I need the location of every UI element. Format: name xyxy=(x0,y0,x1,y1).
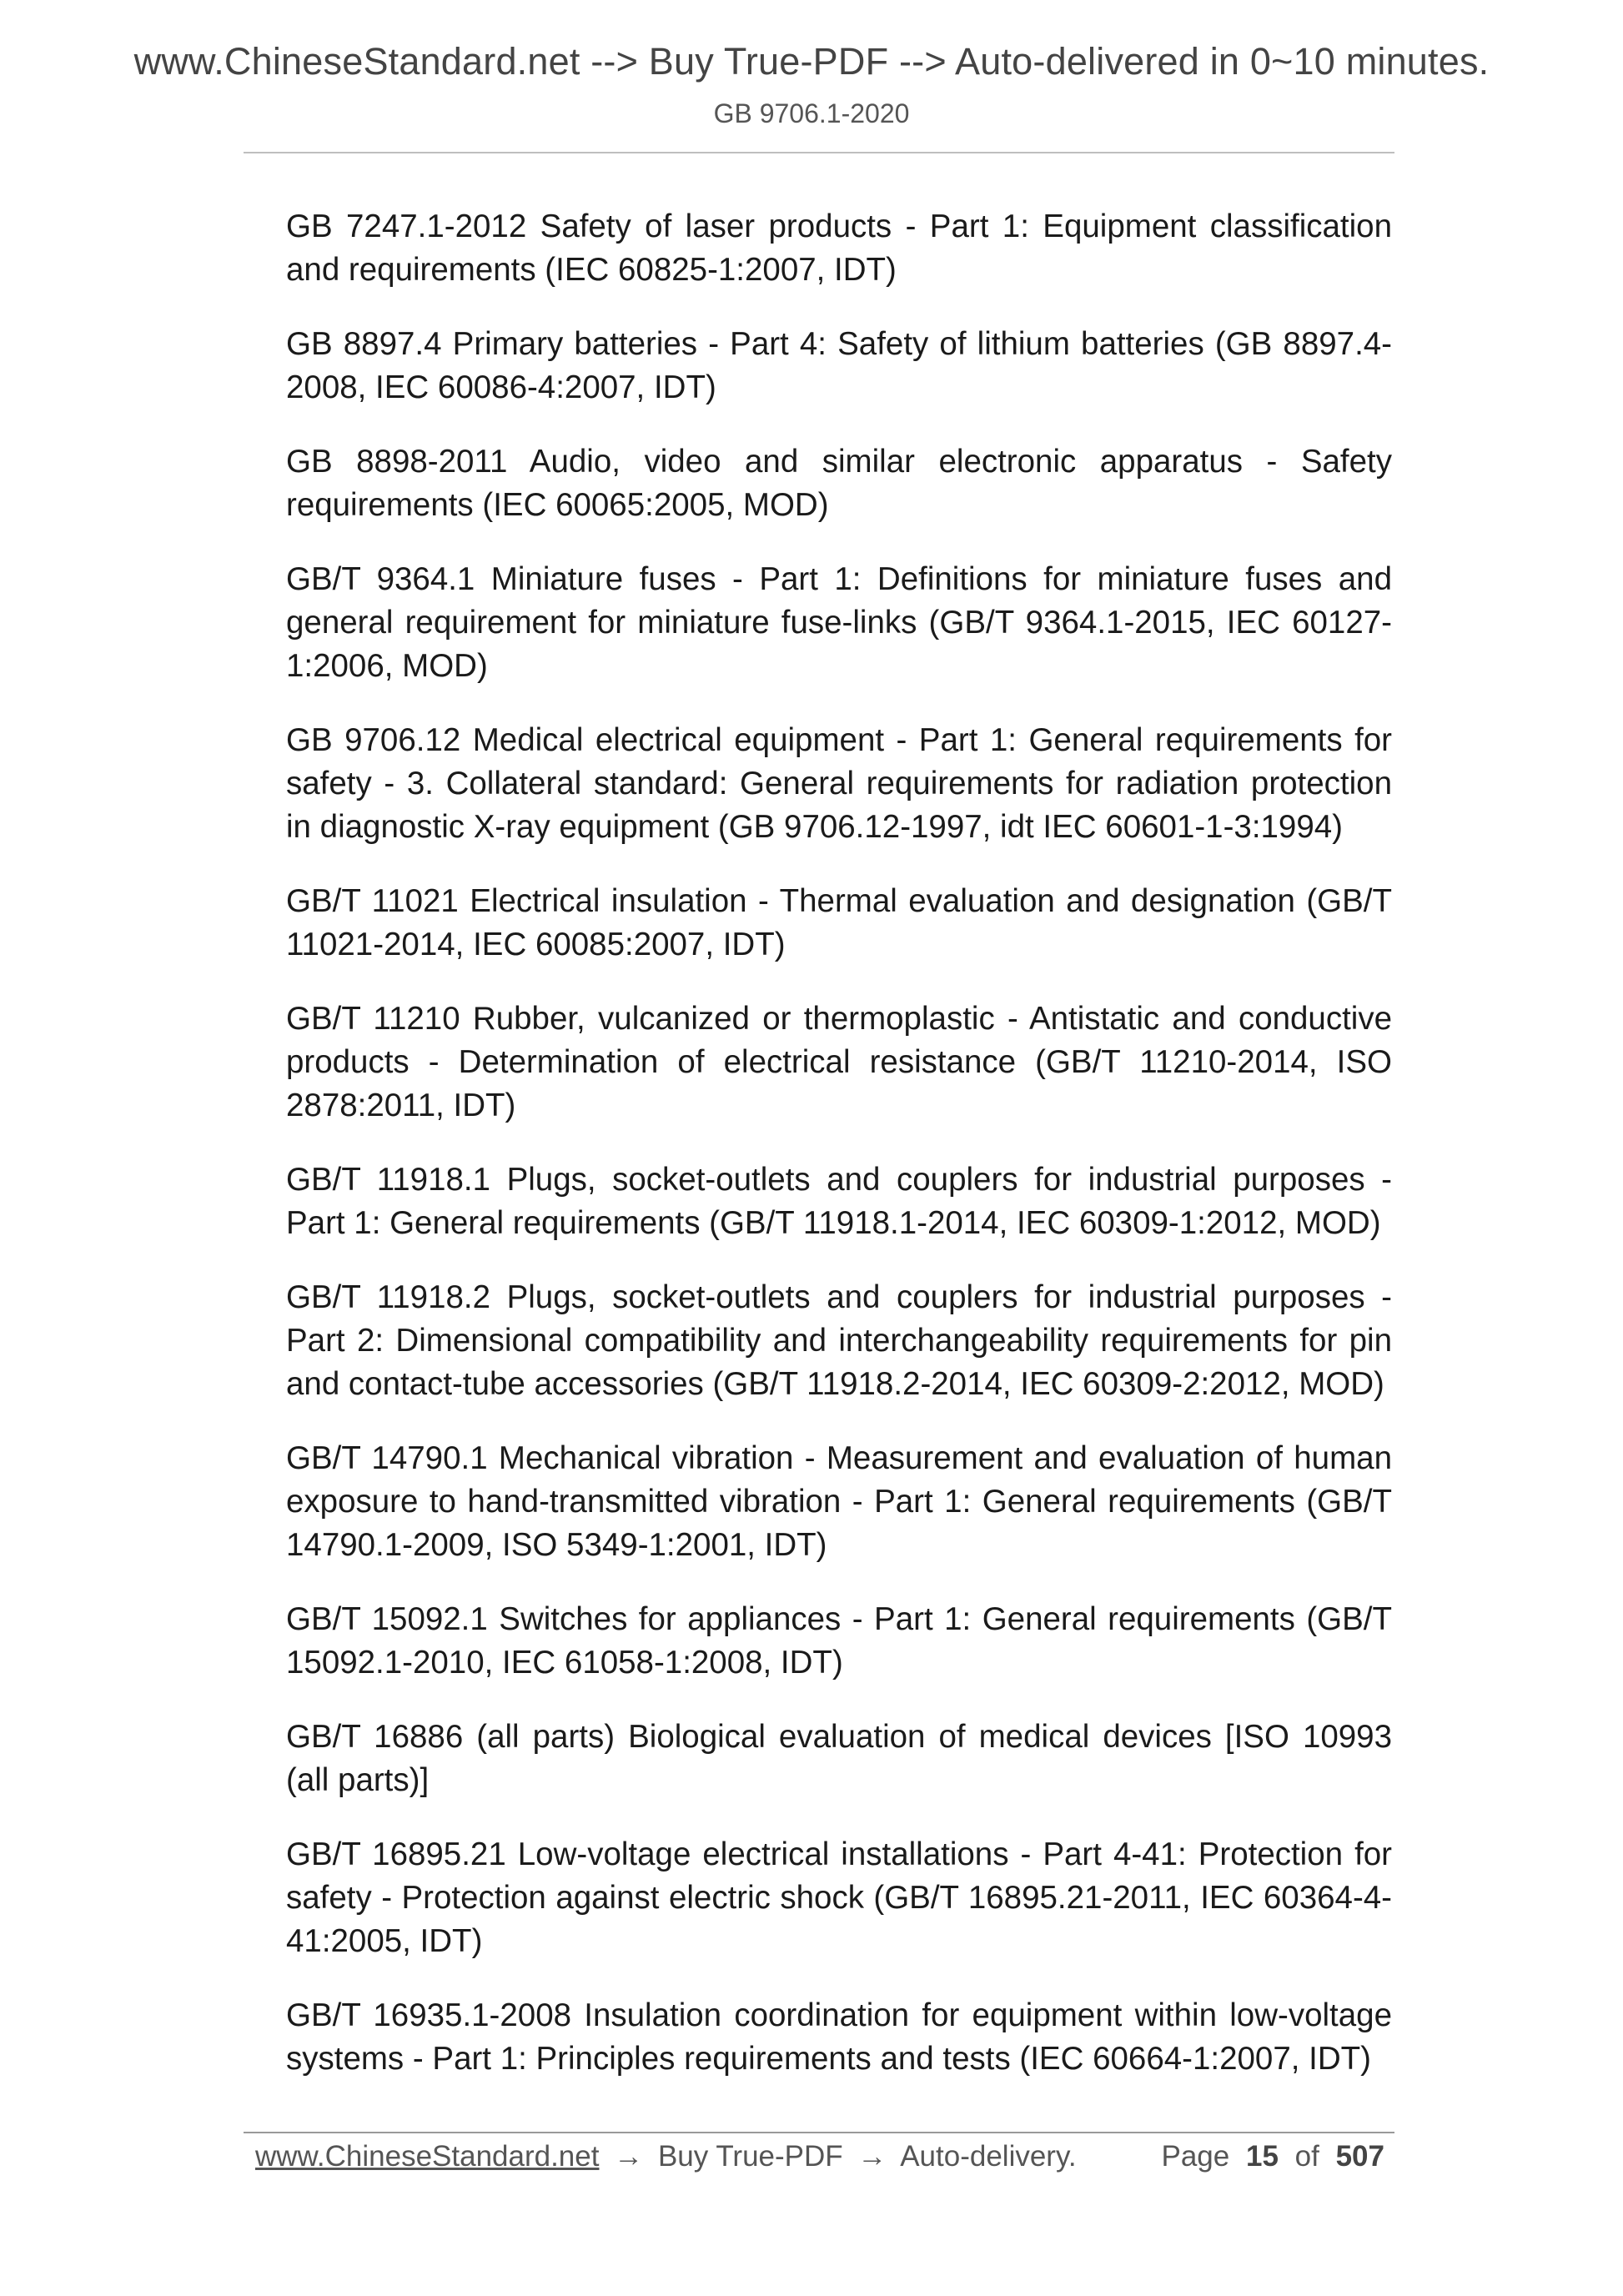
reference-entry: GB/T 11210 Rubber, vulcanized or thermoplastic - Antistatic and conductive products - Determination of electrical resistance (GB/T 11210-2014, ISO 2878:2011, IDT) xyxy=(286,1001,1392,1123)
arrow-right-icon: → xyxy=(857,2140,887,2173)
reference-entry: GB 9706.12 Medical electrical equipment - Part 1: General requirements for safety - 3. Collateral standard: General requirements for radiation protection in diagnostic X-ray equipment (GB 9706.12-1997, idt IEC 60601-1-3:1994) xyxy=(286,722,1392,845)
arrow-right-icon: → xyxy=(614,2140,644,2173)
reference-entry: GB/T 15092.1 Switches for appliances - Part 1: General requirements (GB/T 15092.1-2010, IEC 61058-1:2008, IDT) xyxy=(286,1601,1392,1681)
page-label: Page xyxy=(1161,2140,1230,2173)
reference-entry: GB/T 9364.1 Miniature fuses - Part 1: Definitions for miniature fuses and general requirement for miniature fuse-links (GB/T 9364.1-2015, IEC 60127-1:2006, MOD) xyxy=(286,561,1392,684)
of-label: of xyxy=(1294,2140,1319,2173)
footer-divider xyxy=(244,2132,1394,2133)
reference-entry: GB/T 16935.1-2008 Insulation coordination for equipment within low-voltage systems - Part 1: Principles requirements and tests (IEC 60664-1:2007, IDT) xyxy=(286,1997,1392,2077)
reference-entry: GB 8897.4 Primary batteries - Part 4: Safety of lithium batteries (GB 8897.4-2008, IEC 60086-4:2007, IDT) xyxy=(286,326,1392,405)
site-link[interactable]: www.ChineseStandard.net xyxy=(255,2140,600,2173)
page-number: 15 xyxy=(1245,2140,1279,2173)
page-footer xyxy=(255,2140,1393,2182)
page-indicator xyxy=(1162,2140,1394,2173)
header-divider xyxy=(244,152,1394,153)
reference-entry: GB/T 16895.21 Low-voltage electrical installations - Part 4-41: Protection for safety - Protection against electric shock (GB/T 16895.21-2011, IEC 60364-4-41:2005, IDT) xyxy=(286,1836,1392,1959)
page-total: 507 xyxy=(1335,2140,1384,2173)
footer-promo xyxy=(255,2140,1077,2173)
normative-references-list xyxy=(286,205,1392,2112)
delivery-text: Auto-delivery. xyxy=(900,2140,1077,2173)
reference-entry: GB/T 11918.1 Plugs, socket-outlets and couplers for industrial purposes - Part 1: General requirements (GB/T 11918.1-2014, IEC 60309-1:2012, MOD) xyxy=(286,1162,1392,1241)
reference-entry: GB 8898-2011 Audio, video and similar electronic apparatus - Safety requirements (IEC 60065:2005, MOD) xyxy=(286,444,1392,523)
reference-entry: GB/T 11918.2 Plugs, socket-outlets and couplers for industrial purposes - Part 2: Dimensional compatibility and interchangeability requirements for pin and contact-tube accessories (GB/T 11918.2-2014, IEC 60309-2:2012, MOD) xyxy=(286,1279,1392,1402)
reference-entry: GB/T 11021 Electrical insulation - Thermal evaluation and designation (GB/T 11021-2014, IEC 60085:2007, IDT) xyxy=(286,883,1392,962)
reference-entry: GB/T 16886 (all parts) Biological evaluation of medical devices [ISO 10993 (all parts)] xyxy=(286,1719,1392,1798)
site-banner: www.ChineseStandard.net --> Buy True-PDF --> Auto-delivered in 0~10 minutes. xyxy=(133,40,1490,83)
reference-entry: GB 7247.1-2012 Safety of laser products - Part 1: Equipment classification and requirements (IEC 60825-1:2007, IDT) xyxy=(286,208,1392,288)
document-code: GB 9706.1-2020 xyxy=(713,98,910,128)
buy-text: Buy True-PDF xyxy=(657,2140,843,2173)
reference-entry: GB/T 14790.1 Mechanical vibration - Measurement and evaluation of human exposure to hand-transmitted vibration - Part 1: General requirements (GB/T 14790.1-2009, ISO 5349-1:2001, IDT) xyxy=(286,1440,1392,1563)
